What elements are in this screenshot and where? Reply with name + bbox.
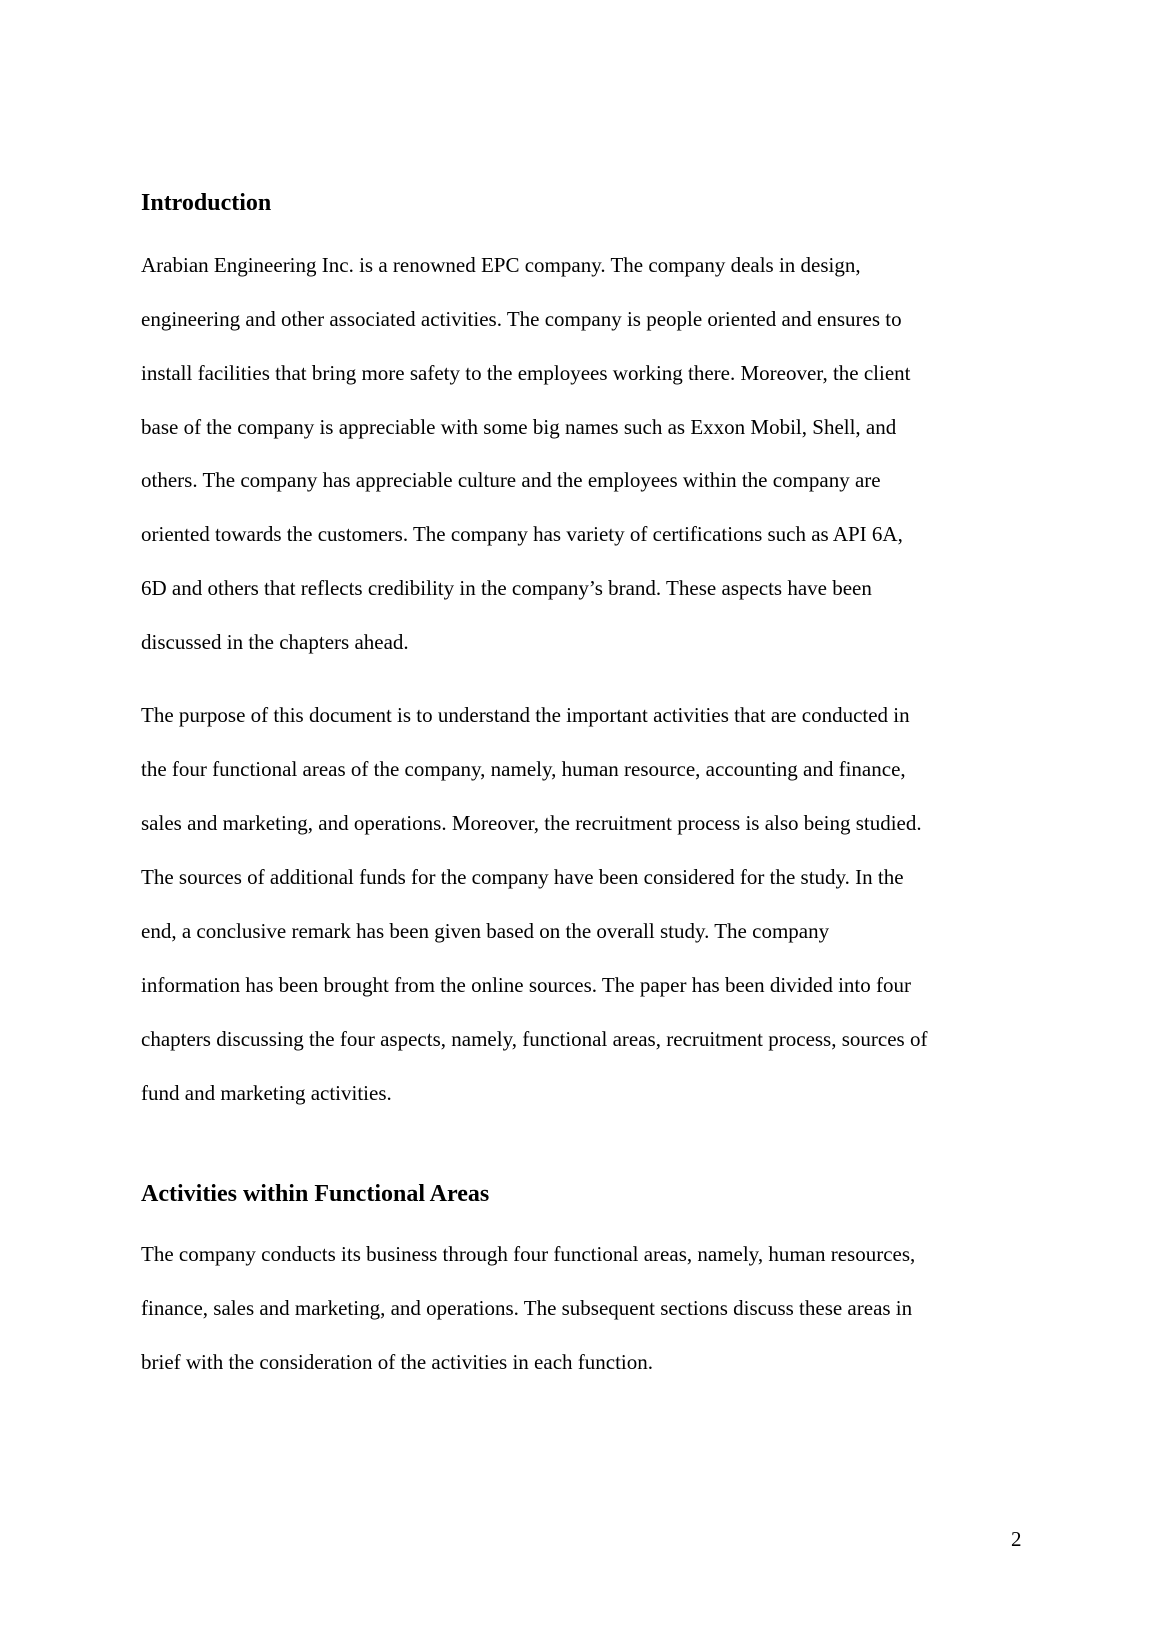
paragraph-line: sales and marketing, and operations. Moreover, the recruitment process is also being studied. <box>141 811 922 835</box>
paragraph-line: brief with the consideration of the activities in each function. <box>141 1350 653 1374</box>
paragraph-line: The purpose of this document is to understand the important activities that are conducted in <box>141 703 910 727</box>
paragraph-line: information has been brought from the online sources. The paper has been divided into four <box>141 973 911 997</box>
section-heading-introduction: Introduction <box>141 190 272 216</box>
paragraph-line: oriented towards the customers. The company has variety of certifications such as API 6A, <box>141 522 903 546</box>
paragraph-line: others. The company has appreciable culture and the employees within the company are <box>141 468 881 492</box>
paragraph-line: the four functional areas of the company, namely, human resource, accounting and finance, <box>141 757 906 781</box>
paragraph-line: Arabian Engineering Inc. is a renowned EPC company. The company deals in design, <box>141 253 861 277</box>
paragraph-line: finance, sales and marketing, and operations. The subsequent sections discuss these areas in <box>141 1296 913 1320</box>
paragraph-line: fund and marketing activities. <box>141 1081 392 1105</box>
paragraph-line: discussed in the chapters ahead. <box>141 630 409 654</box>
paragraph-line: base of the company is appreciable with some big names such as Exxon Mobil, Shell, and <box>141 415 897 439</box>
section-heading-functional-areas: Activities within Functional Areas <box>141 1181 490 1207</box>
paragraph-line: 6D and others that reflects credibility in the company’s brand. These aspects have been <box>141 576 872 600</box>
paragraph-line: chapters discussing the four aspects, namely, functional areas, recruitment process, sources of <box>141 1027 928 1051</box>
paragraph-line: The sources of additional funds for the company have been considered for the study. In the <box>141 865 904 889</box>
paragraph-line: end, a conclusive remark has been given based on the overall study. The company <box>141 919 830 943</box>
paragraph-line: The company conducts its business through four functional areas, namely, human resources, <box>141 1242 916 1266</box>
paragraph-line: install facilities that bring more safety to the employees working there. Moreover, the client <box>141 361 911 385</box>
page-number: 2 <box>1011 1527 1022 1551</box>
paragraph-line: engineering and other associated activities. The company is people oriented and ensures to <box>141 307 902 331</box>
